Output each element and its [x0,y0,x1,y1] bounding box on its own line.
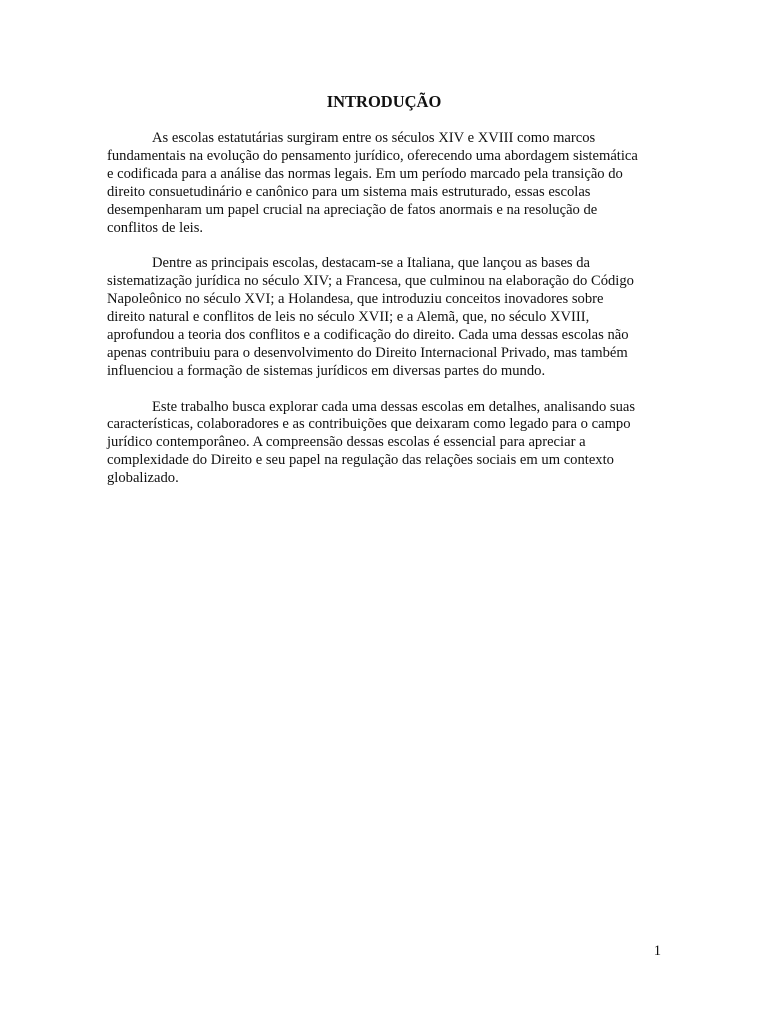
paragraph-line: As escolas estatutárias surgiram entre os séculos XIV e XVIII como marcos [152,130,596,146]
paragraph-line: características, colaboradores e as contribuições que deixaram como legado para o campo [107,416,631,433]
paragraph-line: apenas contribuiu para o desenvolvimento do Direito Internacional Privado, mas também [107,344,628,361]
paragraph-line: fundamentais na evolução do pensamento jurídico, oferecendo uma abordagem sistemática [107,147,638,164]
paragraph-2 [107,255,667,380]
paragraph-line: globalizado. [107,470,179,487]
document-body [107,130,667,506]
paragraph-line: Dentre as principais escolas, destacam-se a Italiana, que lançou as bases da [152,255,591,272]
paragraph-line: complexidade do Direito e seu papel na regulação das relações sociais em um contexto [107,452,614,469]
paragraph-line: sistematização jurídica no século XIV; a Francesa, que culminou na elaboração do Código [107,273,634,290]
paragraph-line: jurídico contemporâneo. A compreensão dessas escolas é essencial para apreciar a [107,434,586,451]
paragraph-line: direito natural e conflitos de leis no século XVII; e a Alemã, que, no século XVIII, [107,309,590,326]
document-title: INTRODUÇÃO [326,92,442,111]
paragraph-line: direito consuetudinário e canônico para um sistema mais estruturado, essas escolas [107,183,591,200]
paragraph-line: aprofundou a teoria dos conflitos e a codificação do direito. Cada uma dessas escolas não [107,326,629,343]
paragraph-line: Este trabalho busca explorar cada uma dessas escolas em detalhes, analisando suas [152,398,636,415]
page-number: 1 [653,943,661,959]
paragraph-3 [107,399,667,489]
paragraph-line: desempenharam um papel crucial na apreciação de fatos anormais e na resolução de [107,201,598,218]
paragraph-line: conflitos de leis. [107,219,204,236]
paragraph-1 [107,130,667,237]
paragraph-line: influenciou a formação de sistemas jurídicos em diversas partes do mundo. [107,362,546,379]
paragraph-line: e codificada para a análise das normas legais. Em um período marcado pela transição do [107,165,623,182]
paragraph-line: Napoleônico no século XVI; a Holandesa, que introduziu conceitos inovadores sobre [107,291,604,308]
